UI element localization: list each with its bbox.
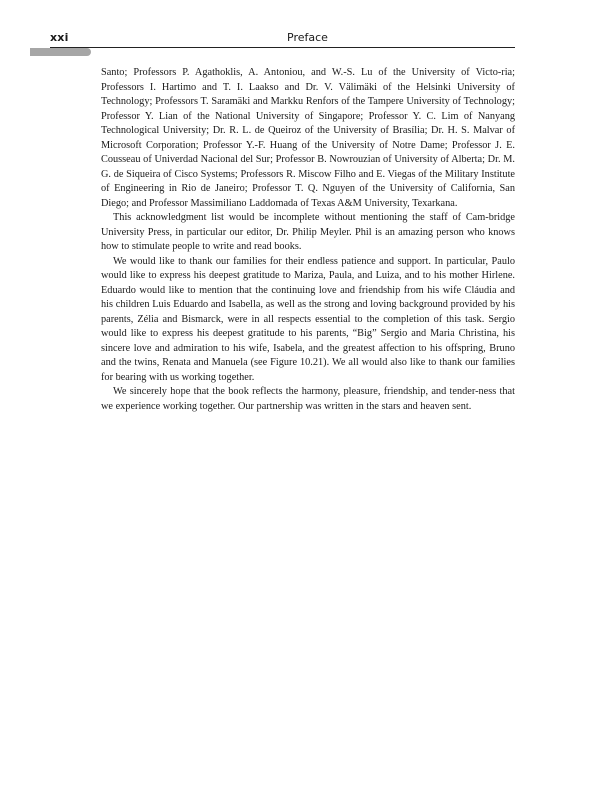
paragraph-closing: We sincerely hope that the book reflects the harmony, pleasure, friendship, and tender-ness that we experience working together. Our partnership was written in the stars and heaven sent. bbox=[101, 386, 515, 412]
page-header bbox=[0, 0, 608, 60]
paragraph-acknowledgment-list: Santo; Professors P. Agathoklis, A. Antoniou, and W.-S. Lu of the University of Victo-ria; Professors I. Hartimo and T. I. Laakso and Dr. V. Välimäki of the Helsinki University of Technology; Professors T. Saramäki and Markku Renfors of the Tampere University of Technology; Professor Y. Lian of the National University of Singapore; Professor Y. C. Lim of Nanyang Technological University; Dr. R. L. de Queiroz of the University of Brasília; Dr. H. S. Malvar of Microsoft Corporation; Professor Y.-F. Huang of the University of Notre Dame; Professor J. E. Cousseau of Univerdad Nacional del Sur; Professor B. Nowrouzian of University of Alberta; Dr. M. G. de Siqueira of Cisco Systems; Professors R. Miscow Filho and E. Viegas of the Military Institute of Engineering in Rio de Janeiro; Professor T. Q. Nguyen of the University of California, San Diego; and Professor Massimiliano Laddomada of Texas A&M University, Texarkana. bbox=[101, 67, 515, 209]
thumb-tab-marker bbox=[30, 48, 91, 56]
page-number: xxi bbox=[50, 31, 69, 44]
header-rule bbox=[50, 47, 515, 48]
running-head: Preface bbox=[287, 31, 328, 44]
paragraph-families: We would like to thank our families for their endless patience and support. In particular, Paulo would like to express his deepest gratitude to Mariza, Paula, and Luiza, and to his mother Hirlene. Eduardo would like to mention that the continuing love and friendship from his wife Cláudia and his children Luis Eduardo and Isabella, as well as the strong and loving background provided by his parents, Zélia and Bismarck, were in all respects essential to the completion of this task. Sergio would like to express his deepest gratitude to his parents, “Big” Sergio and Maria Christina, his sincere love and admiration to his wife, Isabela, and the greatest affection to his offspring, Bruno and the twins, Renata and Manuela (see Figure 10.21). We all would also like to thank our families for bearing with us working together. bbox=[101, 255, 515, 383]
paragraph-publisher-staff: This acknowledgment list would be incomplete without mentioning the staff of Cam-bridge University Press, in particular our editor, Dr. Philip Meyler. Phil is an amazing person who knows how to stimulate people to write and read books. bbox=[101, 212, 515, 252]
body-text bbox=[101, 66, 515, 414]
